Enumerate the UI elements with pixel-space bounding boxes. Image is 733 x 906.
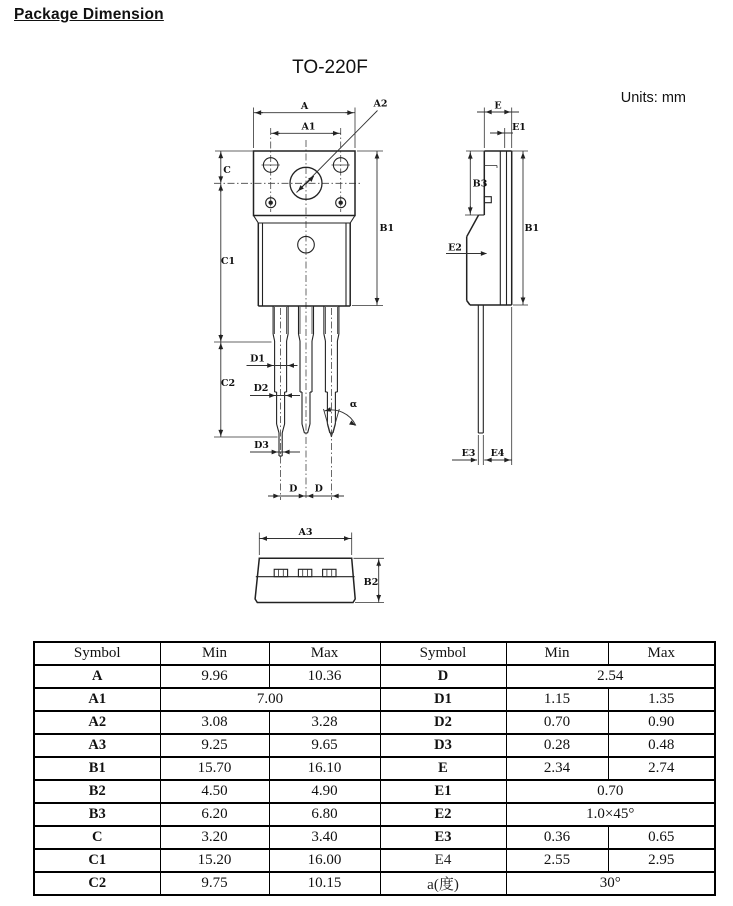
table-row <box>34 872 715 895</box>
table-row <box>34 780 715 803</box>
dim-label-c: C <box>223 165 231 176</box>
col-header-min-left: Min <box>160 642 269 665</box>
page-title: Package Dimension <box>14 6 164 23</box>
min-cell: 9.25 <box>160 734 269 757</box>
dim-label-alpha: α <box>349 399 358 410</box>
symbol-cell: B1 <box>34 757 160 780</box>
min-cell: 4.50 <box>160 780 269 803</box>
min-cell: 15.70 <box>160 757 269 780</box>
max-cell: 2.95 <box>608 849 715 872</box>
value-span-cell: 7.00 <box>160 688 380 711</box>
min-cell: 15.20 <box>160 849 269 872</box>
dim-label-a2: A2 <box>373 98 388 110</box>
table-row <box>34 711 715 734</box>
min-cell: 9.75 <box>160 872 269 895</box>
min-cell: 3.08 <box>160 711 269 734</box>
table-row <box>34 757 715 780</box>
dim-label-e1: E1 <box>512 122 526 133</box>
dim-label-b1-side: B1 <box>524 223 540 234</box>
package-name: TO-220F <box>292 57 368 78</box>
value-span-cell: 2.54 <box>506 665 715 688</box>
symbol-cell: a(度) <box>380 872 506 895</box>
max-cell: 1.35 <box>608 688 715 711</box>
min-cell: 1.15 <box>506 688 608 711</box>
symbol-cell: D2 <box>380 711 506 734</box>
dim-label-e4: E4 <box>490 448 505 459</box>
symbol-cell: C1 <box>34 849 160 872</box>
symbol-cell: A2 <box>34 711 160 734</box>
max-cell: 2.74 <box>608 757 715 780</box>
dim-label-a3: A3 <box>298 527 313 538</box>
symbol-cell: D3 <box>380 734 506 757</box>
dim-label-d-left: D <box>289 483 298 495</box>
max-cell: 3.28 <box>269 711 380 734</box>
max-cell: 10.15 <box>269 872 380 895</box>
max-cell: 10.36 <box>269 665 380 688</box>
dim-label-c2: C2 <box>220 378 236 389</box>
max-cell: 0.65 <box>608 826 715 849</box>
table-row <box>34 803 715 826</box>
symbol-cell: E3 <box>380 826 506 849</box>
bottom-lead-sections <box>274 569 336 576</box>
symbol-cell: B3 <box>34 803 160 826</box>
dim-label-e3: E3 <box>461 448 476 459</box>
min-cell: 0.36 <box>506 826 608 849</box>
col-header-symbol-left: Symbol <box>34 642 160 665</box>
max-cell: 3.40 <box>269 826 380 849</box>
table-row <box>34 734 715 757</box>
units-label: Units: mm <box>620 90 686 106</box>
symbol-cell: A3 <box>34 734 160 757</box>
dim-label-d-right: D <box>314 483 323 495</box>
max-cell: 16.10 <box>269 757 380 780</box>
symbol-cell: E4 <box>380 849 506 872</box>
symbol-cell: D1 <box>380 688 506 711</box>
table-row <box>34 826 715 849</box>
side-view <box>446 101 539 466</box>
col-header-symbol-right: Symbol <box>380 642 506 665</box>
min-cell: 2.34 <box>506 757 608 780</box>
table-row <box>34 665 715 688</box>
symbol-cell: B2 <box>34 780 160 803</box>
symbol-cell: C2 <box>34 872 160 895</box>
dim-label-d3: D3 <box>254 440 269 451</box>
symbol-cell: E2 <box>380 803 506 826</box>
max-cell: 16.00 <box>269 849 380 872</box>
max-cell: 6.80 <box>269 803 380 826</box>
min-cell: 0.28 <box>506 734 608 757</box>
front-view <box>214 99 394 501</box>
max-cell: 4.90 <box>269 780 380 803</box>
value-span-cell: 30° <box>506 872 715 895</box>
symbol-cell: D <box>380 665 506 688</box>
symbol-cell: A <box>34 665 160 688</box>
col-header-min-right: Min <box>506 642 608 665</box>
min-cell: 6.20 <box>160 803 269 826</box>
dim-label-b3: B3 <box>472 178 488 190</box>
dim-label-d2: D2 <box>253 383 269 394</box>
symbol-cell: E <box>380 757 506 780</box>
col-header-max-left: Max <box>269 642 380 665</box>
bottom-view <box>255 527 384 603</box>
value-span-cell: 0.70 <box>506 780 715 803</box>
table-row <box>34 688 715 711</box>
dimension-table <box>33 641 716 896</box>
value-span-cell: 1.0×45° <box>506 803 715 826</box>
front-leads <box>273 306 339 456</box>
dim-label-a: A <box>300 101 309 112</box>
dim-label-e2: E2 <box>448 242 462 254</box>
dim-label-b2: B2 <box>363 577 379 588</box>
min-cell: 2.55 <box>506 849 608 872</box>
min-cell: 9.96 <box>160 665 269 688</box>
symbol-cell: E1 <box>380 780 506 803</box>
dim-label-a1: A1 <box>301 121 316 133</box>
dim-label-e: E <box>494 100 502 112</box>
symbol-cell: A1 <box>34 688 160 711</box>
max-cell: 0.90 <box>608 711 715 734</box>
dim-label-b1: B1 <box>379 223 395 234</box>
max-cell: 9.65 <box>269 734 380 757</box>
symbol-cell: C <box>34 826 160 849</box>
max-cell: 0.48 <box>608 734 715 757</box>
min-cell: 0.70 <box>506 711 608 734</box>
dim-label-d1: D1 <box>250 353 265 365</box>
min-cell: 3.20 <box>160 826 269 849</box>
table-header-row <box>34 642 715 665</box>
dim-label-c1: C1 <box>220 256 236 267</box>
table-row <box>34 849 715 872</box>
col-header-max-right: Max <box>608 642 715 665</box>
